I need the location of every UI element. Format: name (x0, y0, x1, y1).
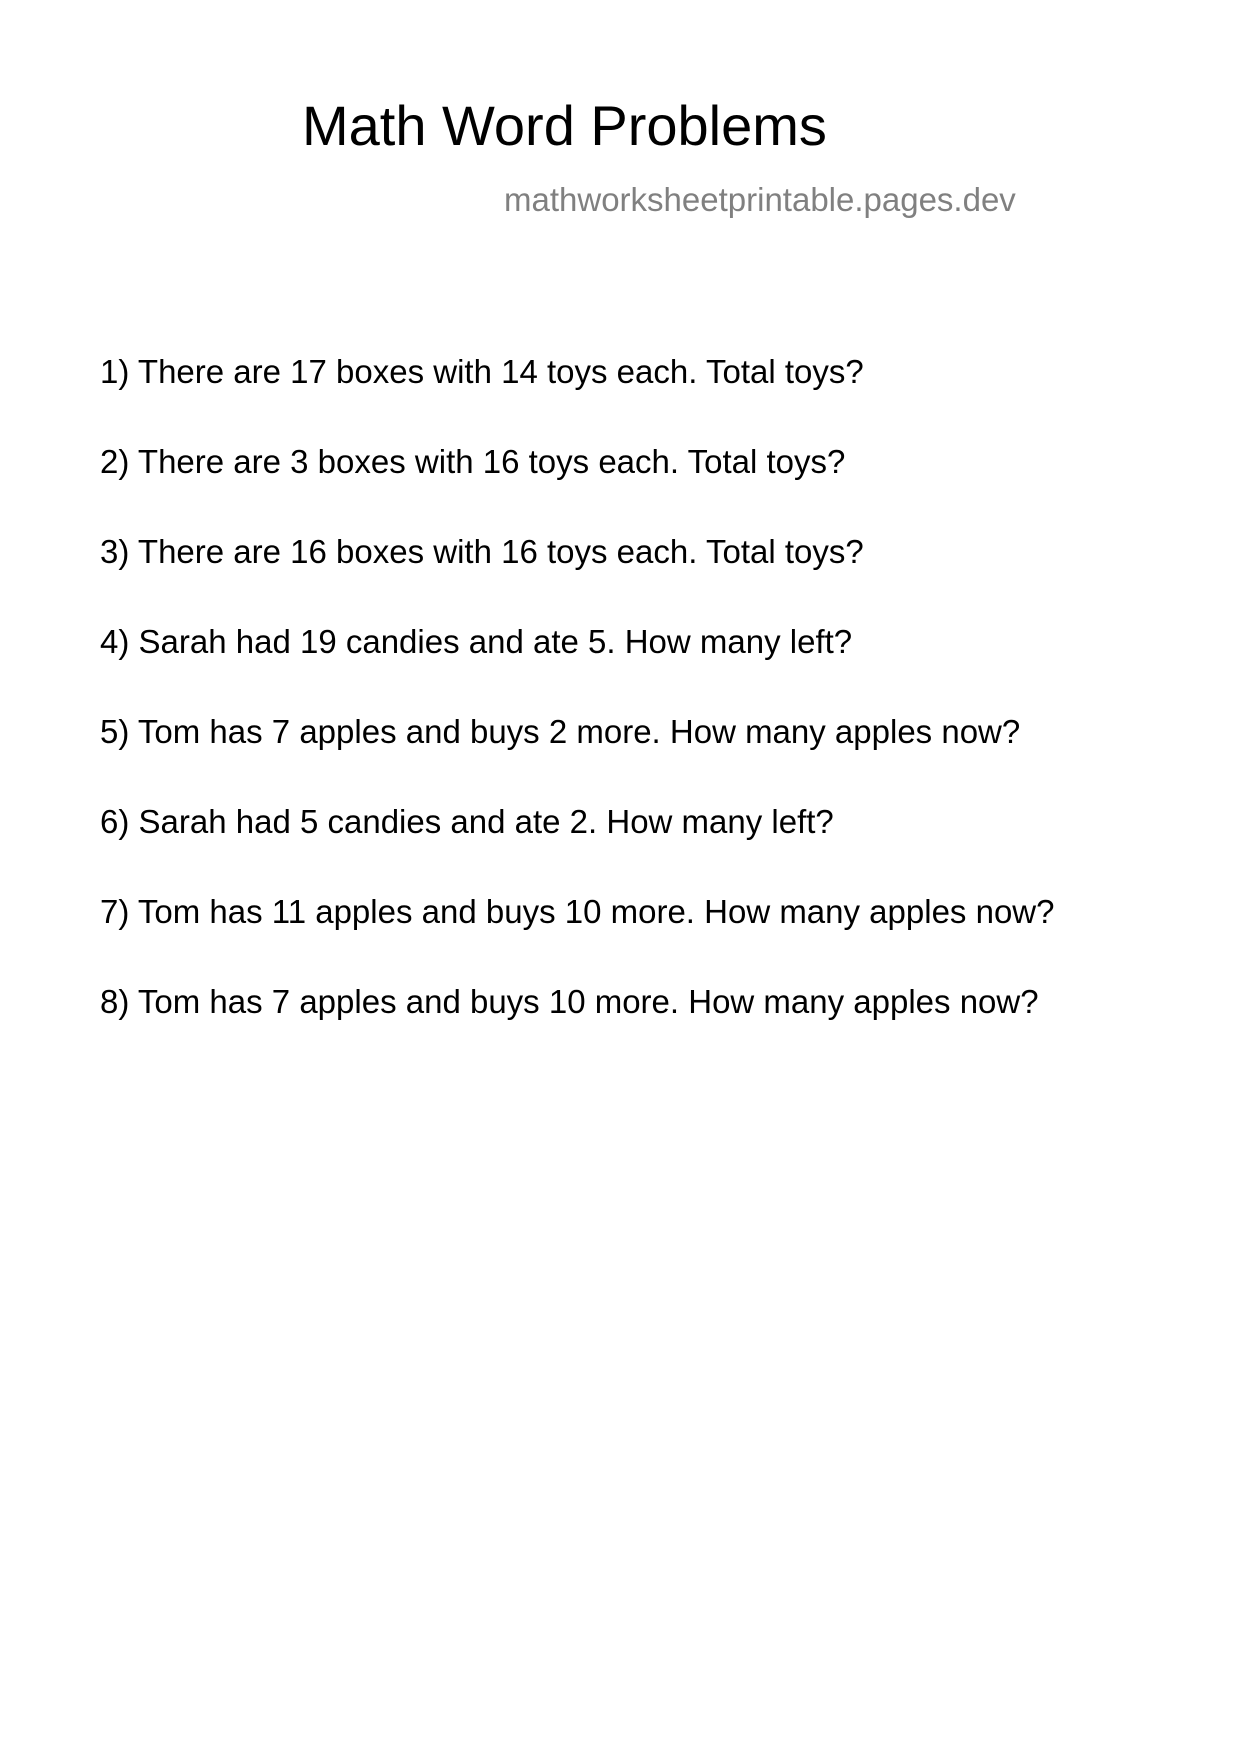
problem-4: 4) Sarah had 19 candies and ate 5. How many left? (100, 623, 853, 660)
page-title: Math Word Problems (302, 94, 827, 157)
problem-1: 1) There are 17 boxes with 14 toys each. Total toys? (100, 353, 864, 390)
source-url: mathworksheetprintable.pages.dev (504, 181, 1016, 218)
problem-5: 5) Tom has 7 apples and buys 2 more. How many apples now? (100, 713, 1021, 750)
problem-list (100, 352, 1055, 1072)
problem-3: 3) There are 16 boxes with 16 toys each. Total toys? (100, 533, 864, 570)
problem-7: 7) Tom has 11 apples and buys 10 more. How many apples now? (100, 893, 1055, 930)
problem-8: 8) Tom has 7 apples and buys 10 more. How many apples now? (100, 983, 1039, 1020)
problem-2: 2) There are 3 boxes with 16 toys each. Total toys? (100, 443, 846, 480)
problem-6: 6) Sarah had 5 candies and ate 2. How many left? (100, 803, 834, 840)
